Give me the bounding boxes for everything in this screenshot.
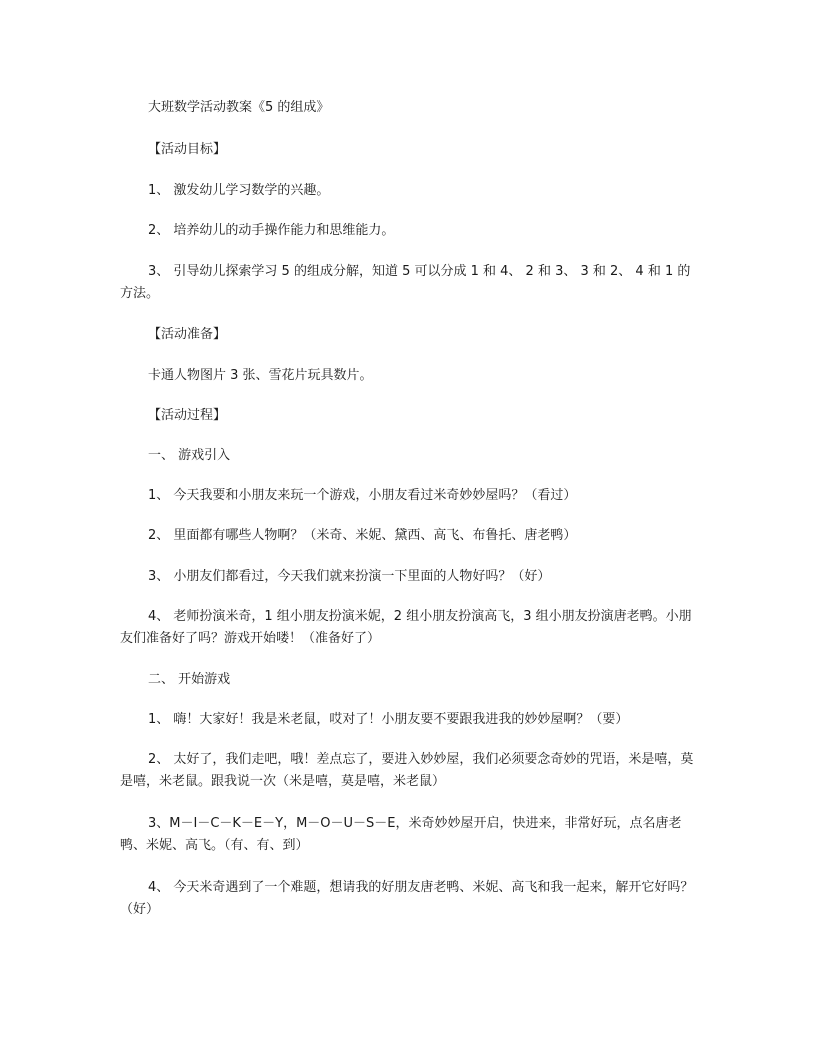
step-2-4: 4、 今天米奇遇到了一个难题，想请我的好朋友唐老鸭、米妮、高飞和我一起来，解开它好吗？（好）	[120, 880, 694, 917]
section-heading-prep: 【活动准备】	[148, 327, 227, 342]
prep-text: 卡通人物图片 3 张、雪花片玩具数片。	[148, 368, 373, 383]
document-title: 大班数学活动教案《5 的组成》	[148, 100, 330, 115]
step-1-1: 1、 今天我要和小朋友来玩一个游戏，小朋友看过米奇妙妙屋吗？（看过）	[148, 488, 577, 503]
goal-item-2: 2、 培养幼儿的动手操作能力和思维能力。	[148, 223, 395, 238]
part-1-heading: 一、 游戏引入	[148, 448, 231, 463]
step-2-1: 1、 嗨！大家好！我是米老鼠，哎对了！小朋友要不要跟我进我的妙妙屋啊？（要）	[148, 712, 629, 727]
step-1-2: 2、 里面都有哪些人物啊？（米奇、米妮、黛西、高飞、布鲁托、唐老鸭）	[148, 528, 577, 543]
step-1-3: 3、 小朋友们都看过，今天我们就来扮演一下里面的人物好吗？（好）	[148, 569, 551, 584]
goal-item-3: 3、 引导幼儿探索学习 5 的组成分解，知道 5 可以分成 1 和 4、 2 和 3、 3 和 2、 4 和 1 的方法。	[120, 264, 691, 301]
step-2-3: 3、M－I－C－K－E－Y，M－O－U－S－E，米奇妙妙屋开启，快进来，非常好玩，点名唐老鸭、米妮、高飞。（有、有、到）	[120, 816, 682, 853]
part-2-heading: 二、 开始游戏	[148, 672, 231, 687]
goal-item-1: 1、 激发幼儿学习数学的兴趣。	[148, 183, 330, 198]
step-1-4: 4、 老师扮演米奇，1 组小朋友扮演米妮，2 组小朋友扮演高飞，3 组小朋友扮演唐老鸭。小朋友们准备好了吗？游戏开始喽！（准备好了）	[120, 609, 692, 646]
section-heading-goals: 【活动目标】	[148, 142, 227, 157]
section-heading-process: 【活动过程】	[148, 408, 227, 423]
step-2-2: 2、 太好了，我们走吧，哦！差点忘了，要进入妙妙屋，我们必须要念奇妙的咒语，米是嘻，莫是嘻，米老鼠。跟我说一次（米是嘻，莫是嘻，米老鼠）	[120, 752, 694, 789]
